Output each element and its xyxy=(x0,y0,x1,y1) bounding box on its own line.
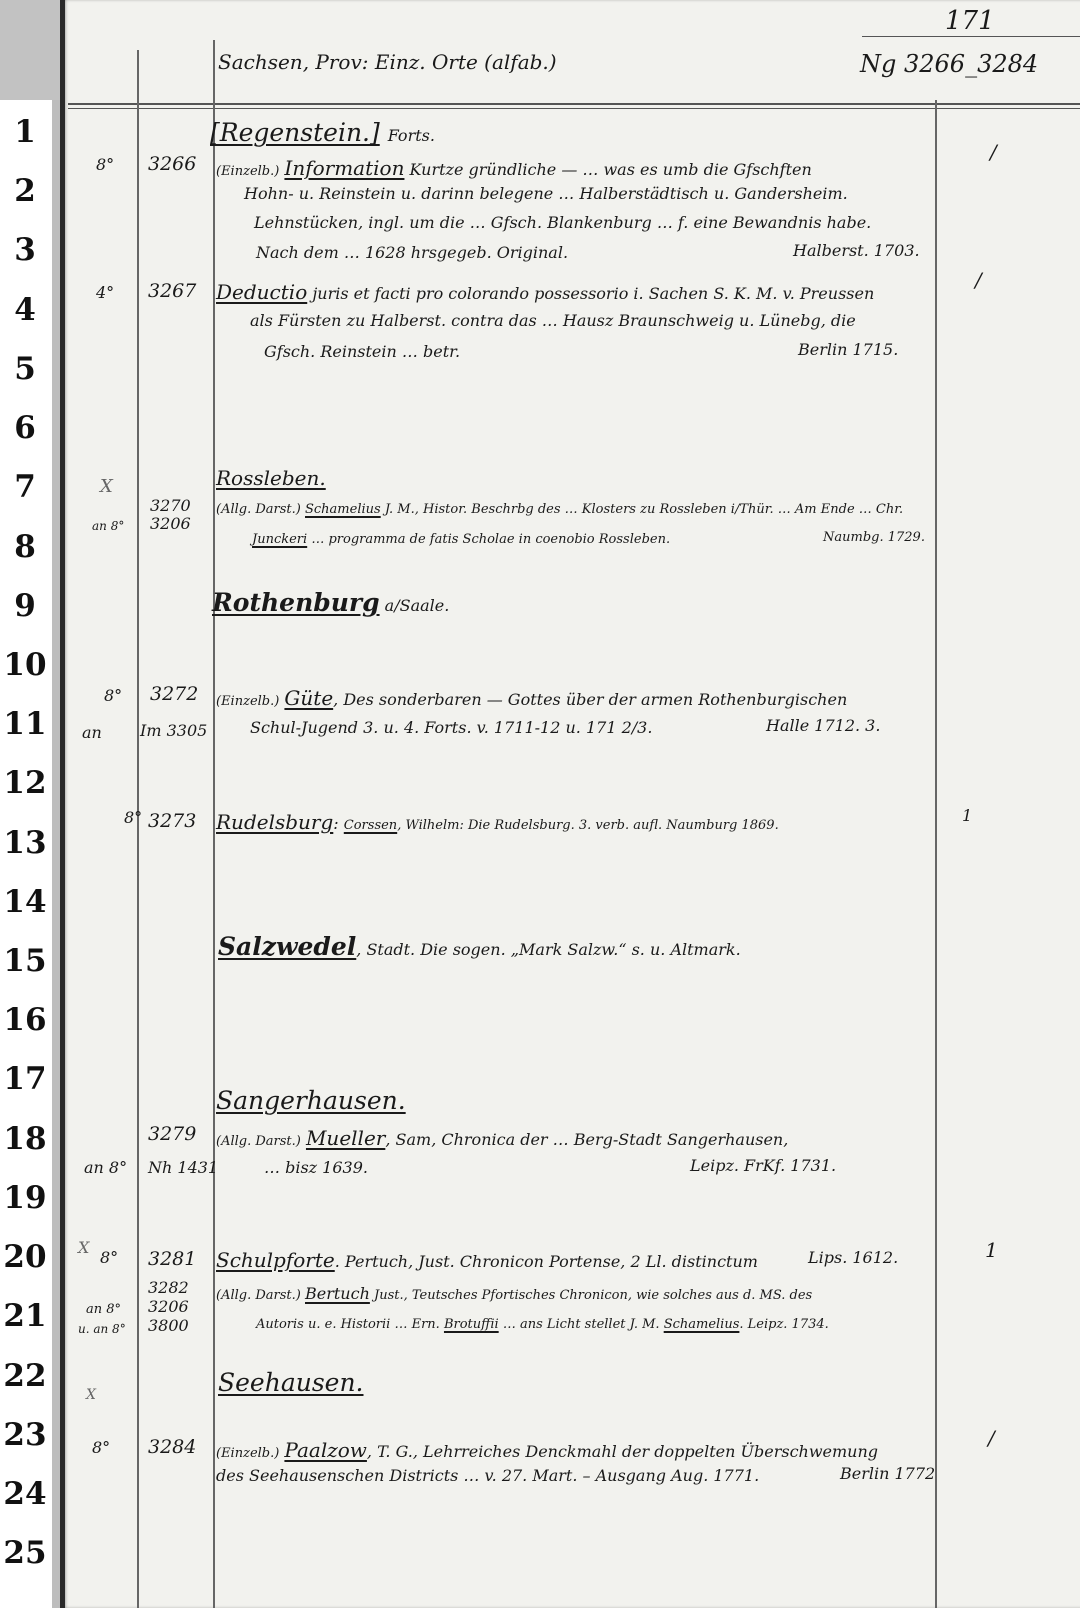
mark-schulpforte: X xyxy=(78,1238,90,1257)
line-number: 15 xyxy=(3,943,47,979)
line-number: 20 xyxy=(3,1239,47,1275)
number-3279: 3279 xyxy=(148,1123,197,1145)
entry-text: … ans Licht stellet J. M. xyxy=(502,1317,660,1332)
heading-regenstein-text: [Regenstein.] xyxy=(210,118,380,147)
format-3266: 8° xyxy=(96,155,115,174)
entry-3279-place: Leipz. FrKf. 1731. xyxy=(690,1156,837,1175)
entry-text: Autoris u. e. Historii … Ern. xyxy=(256,1317,440,1332)
entry-keyword: Information xyxy=(284,156,405,180)
line-number: 6 xyxy=(14,410,36,446)
line-number: 2 xyxy=(14,173,36,209)
number-3273: 3273 xyxy=(148,810,197,832)
number-3206: 3206 xyxy=(150,514,191,533)
format-3279: an 8° xyxy=(84,1158,128,1177)
column-rule-format xyxy=(137,50,139,1608)
format-3282: an 8° xyxy=(86,1302,122,1317)
entry-3266-line1 xyxy=(216,158,812,178)
entry-keyword: Schamelius xyxy=(663,1317,740,1332)
number-3267: 3267 xyxy=(148,280,197,302)
entry-keyword: Bertuch xyxy=(305,1284,370,1303)
format-3281: 8° xyxy=(100,1248,119,1267)
entry-3270-line1 xyxy=(216,503,903,516)
column-rule-number xyxy=(213,40,215,1608)
heading-salzwedel-text: Salzwedel xyxy=(218,932,357,961)
entry-3270-line2 xyxy=(252,533,670,546)
entry-text: , T. G., Lehrreiches Denckmahl der doppelten Überschwemung xyxy=(366,1442,879,1461)
line-number: 7 xyxy=(14,469,36,505)
entry-3267-line2: als Fürsten zu Halberst. contra das … Hausz Braunschweig u. Lünebg, die xyxy=(250,311,856,330)
format-3282-b: u. an 8° xyxy=(78,1322,126,1336)
line-number: 11 xyxy=(3,706,47,742)
entry-3272-place: Halle 1712. 3. xyxy=(766,716,881,735)
count-3266: / xyxy=(990,140,997,164)
heading-sangerhausen: Sangerhausen. xyxy=(216,1086,406,1115)
entry-3266-line2: Hohn- u. Reinstein u. darinn belegene … Halberstädtisch u. Gandersheim. xyxy=(244,184,848,203)
line-number: 4 xyxy=(14,292,36,328)
entry-keyword: Rudelsburg xyxy=(216,810,334,834)
entry-3267-line3: Gfsch. Reinstein … betr. xyxy=(264,342,461,361)
scan-corner xyxy=(0,0,60,100)
entry-3266-place: Halberst. 1703. xyxy=(793,241,920,260)
page-range: Ng 3266_3284 xyxy=(860,50,1039,78)
column-rule-count xyxy=(935,100,937,1608)
number-3272: 3272 xyxy=(150,683,199,705)
entry-3281-line1 xyxy=(216,1250,758,1270)
entry-type: (Allg. Darst.) xyxy=(216,1288,301,1303)
line-number: 18 xyxy=(3,1121,47,1157)
page-binding-edge xyxy=(60,0,65,1608)
entry-3279-line1 xyxy=(216,1128,788,1148)
entry-type: (Einzelb.) xyxy=(216,164,280,179)
entry-text: juris et facti pro colorando possessorio i. Sachen S. K. M. v. Preussen xyxy=(312,284,875,303)
entry-3272-line2: Schul-Jugend 3. u. 4. Forts. v. 1711-12 u. 171 2/3. xyxy=(250,718,653,737)
format-3267: 4° xyxy=(96,283,115,302)
line-number: 1 xyxy=(14,114,36,150)
entry-3270-place: Naumbg. 1729. xyxy=(823,530,925,545)
number-3282: 3282 xyxy=(148,1278,189,1297)
gutter-edge xyxy=(52,100,60,1608)
entry-type: (Allg. Darst.) xyxy=(216,502,301,517)
mark-rossleben: X xyxy=(100,476,113,497)
entry-text: Just., Teutsches Pfortisches Chronicon, wie solches aus d. MS. des xyxy=(369,1288,813,1303)
entry-text: , Des sonderbaren — Gottes über der armen Rothenburgischen xyxy=(333,690,848,709)
entry-type: (Einzelb.) xyxy=(216,1446,280,1461)
number-3284: 3284 xyxy=(148,1436,197,1458)
number-3281: 3281 xyxy=(148,1248,197,1270)
line-number: 21 xyxy=(3,1298,47,1334)
entry-text: J. M., Histor. Beschrbg des … Klosters zu Rossleben i/Thür. … Am Ende … Chr. xyxy=(384,502,904,517)
entry-3279-line2: … bisz 1639. xyxy=(264,1158,368,1177)
page-number: 171 xyxy=(945,6,995,36)
entry-text: . Pertuch, Just. Chronicon Portense, 2 Ll. distinctum xyxy=(334,1252,758,1271)
entry-type: (Allg. Darst.) xyxy=(216,1134,301,1149)
count-3281: 1 xyxy=(985,1238,998,1262)
line-number: 3 xyxy=(14,232,36,268)
number-3206b: 3206 xyxy=(148,1297,189,1316)
heading-rothenburg xyxy=(212,590,449,615)
entry-3272-line1 xyxy=(216,688,847,708)
entry-place: . Leipz. 1734. xyxy=(739,1317,829,1332)
entry-text: , Sam, Chronica der … Berg-Stadt Sangerhausen, xyxy=(385,1130,789,1149)
entry-keyword: Mueller xyxy=(305,1126,386,1150)
number-3266: 3266 xyxy=(148,153,197,175)
entry-3281-place: Lips. 1612. xyxy=(808,1248,899,1267)
entry-3273-line1: Rudelsburg: Corssen, Wilhelm: Die Rudelsburg. 3. verb. aufl. Naumburg 1869. xyxy=(216,810,779,834)
line-number: 17 xyxy=(3,1061,47,1097)
line-number: 25 xyxy=(3,1535,47,1571)
format-3284: 8° xyxy=(92,1438,111,1457)
entry-type: (Einzelb.) xyxy=(216,694,280,709)
entry-keyword: Deductio xyxy=(216,280,308,304)
heading-rossleben: Rossleben. xyxy=(216,466,326,490)
line-number: 13 xyxy=(3,825,47,861)
entry-author: Corssen xyxy=(343,818,398,833)
number-3800: 3800 xyxy=(148,1316,189,1335)
number-3305: Im 3305 xyxy=(140,721,208,740)
header-rule-2 xyxy=(68,108,1080,109)
heading-salzwedel-suffix: , Stadt. Die sogen. „Mark Salzw.“ s. u. Altmark. xyxy=(356,940,741,959)
page-heading: Sachsen, Prov: Einz. Orte (alfab.) xyxy=(218,50,557,74)
entry-3267-place: Berlin 1715. xyxy=(798,340,899,359)
entry-3282-line1 xyxy=(216,1286,812,1302)
entry-3266-line4: Nach dem … 1628 hrsgegeb. Original. xyxy=(256,243,569,262)
format-3272-an: an xyxy=(82,723,102,742)
entry-keyword: Brotuffii xyxy=(443,1317,499,1332)
line-number: 14 xyxy=(3,884,47,920)
heading-regenstein xyxy=(210,120,435,145)
entry-3284-line2: des Seehausenschen Districts … v. 27. Mart. – Ausgang Aug. 1771. xyxy=(216,1466,760,1485)
count-3284: / xyxy=(988,1426,995,1450)
line-number: 16 xyxy=(3,1002,47,1038)
line-number: 12 xyxy=(3,765,47,801)
entry-3284-place: Berlin 1772 xyxy=(840,1464,936,1483)
heading-seehausen: Seehausen. xyxy=(218,1368,364,1397)
number-3270: 3270 xyxy=(150,496,191,515)
page-number-rule xyxy=(862,36,1080,37)
entry-3267-line1 xyxy=(216,282,874,302)
line-number: 8 xyxy=(14,529,36,565)
entry-3266-line3: Lehnstücken, ingl. um die … Gfsch. Blankenburg … f. eine Bewandnis habe. xyxy=(254,213,872,232)
entry-3284-line1 xyxy=(216,1440,878,1460)
entry-keyword: Junckeri xyxy=(252,532,308,547)
format-3270: an 8° xyxy=(92,519,125,533)
line-number: 9 xyxy=(14,588,36,624)
format-3272: 8° xyxy=(104,686,123,705)
number-nh1431: Nh 1431 xyxy=(148,1158,219,1177)
mark-seehausen: X xyxy=(86,1387,96,1403)
line-number: 23 xyxy=(3,1417,47,1453)
heading-rothenburg-text: Rothenburg xyxy=(212,588,380,617)
count-3267: / xyxy=(975,268,982,292)
header-rule xyxy=(68,103,1080,105)
line-number: 24 xyxy=(3,1476,47,1512)
entry-3282-line2 xyxy=(256,1318,829,1331)
format-3273: 8° xyxy=(124,808,143,827)
entry-keyword: Güte xyxy=(284,686,334,710)
entry-text: , Wilhelm: Die Rudelsburg. 3. verb. aufl. Naumburg 1869. xyxy=(397,818,779,833)
entry-text: … programma de fatis Scholae in coenobio Rossleben. xyxy=(311,532,671,547)
line-number: 22 xyxy=(3,1358,47,1394)
entry-text: Kurtze gründliche — … was es umb die Gfschften xyxy=(409,160,812,179)
heading-salzwedel xyxy=(218,934,741,959)
heading-rothenburg-suffix: a/Saale. xyxy=(384,596,450,615)
line-number: 5 xyxy=(14,351,36,387)
heading-regenstein-suffix: Forts. xyxy=(387,126,435,145)
line-number: 10 xyxy=(3,647,47,683)
entry-keyword: Schamelius xyxy=(305,502,381,517)
count-3273: 1 xyxy=(962,806,973,825)
line-number: 19 xyxy=(3,1180,47,1216)
entry-keyword: Paalzow xyxy=(284,1438,367,1462)
entry-keyword: Schulpforte xyxy=(216,1248,335,1272)
